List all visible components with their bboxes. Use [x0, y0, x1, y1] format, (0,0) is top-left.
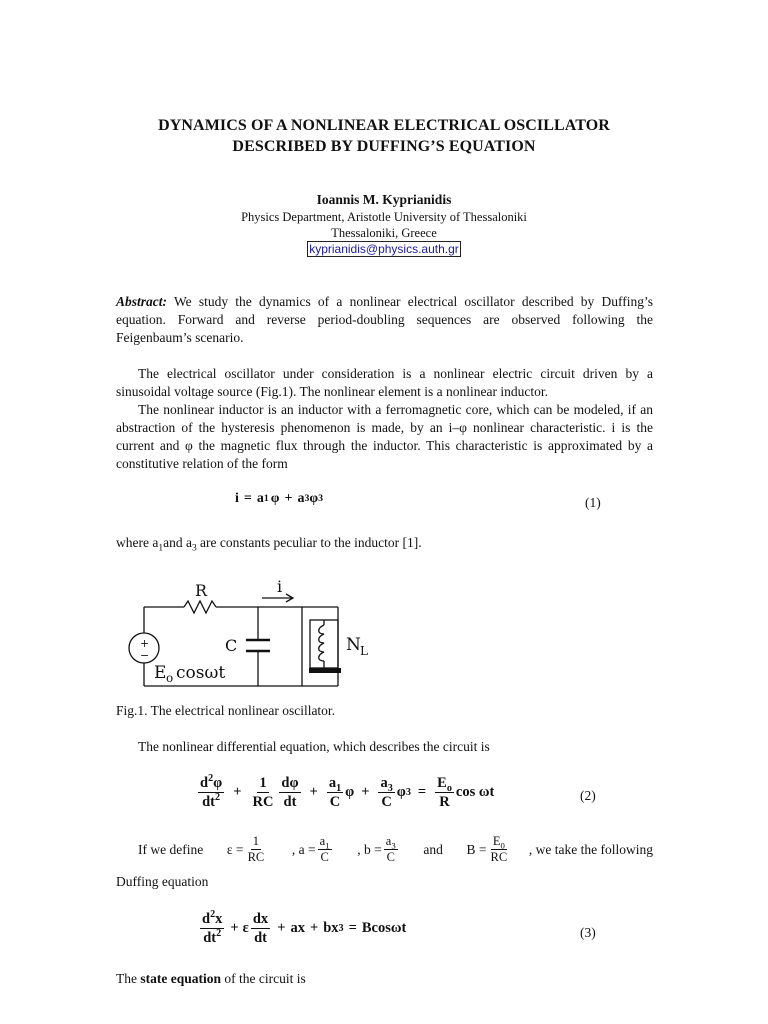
author-location: Thessaloniki, Greece: [331, 226, 437, 240]
equation-3: $\frac{d^2x}{dt^2}$ + ε $\frac{dx}{dt}$ + ax + bx 3 = Bcosωt: [202, 909, 407, 946]
circuit-diagram: [112, 572, 382, 697]
capacitor-label: C: [225, 636, 238, 655]
source-minus: −: [140, 649, 150, 662]
paper-title: [0, 115, 768, 157]
equation-2: $\frac{d^2\varphi}{dt^2}$ + $\frac{1}{RC}$ $\frac{d\varphi}{dt}$ + $\frac{a_1}{C}$ φ + $\frac{a_3}{C}$ φ 3 = $\frac{E_o}{R}$ cos ωt: [200, 773, 495, 810]
title-line-1: DYNAMICS OF A NONLINEAR ELECTRICAL OSCILLATOR: [158, 117, 610, 134]
eq2-term-second-derivative: $\frac{d^2\varphi}{dt^2}$: [200, 773, 223, 810]
equation-1: i = a 1 φ + a 3 φ 3: [235, 491, 324, 506]
abstract: [116, 293, 653, 347]
paragraph-state-equation: The state equation of the circuit is: [116, 971, 306, 986]
paragraph-1: The electrical oscillator under consideration is a nonlinear electric circuit driven by a sinusoidal voltage source (Fig.1). The nonlinear element is a nonlinear inductor.: [116, 366, 653, 399]
paragraph-3: where $a_1and$ $a_3$ are constants peculiar to the inductor [1].: [116, 535, 422, 554]
current-label: i: [277, 577, 283, 596]
author-department: Physics Department, Aristotle University of Thessaloniki: [241, 210, 527, 224]
definitions-line: If we define ε = $\frac{1}{RC}$ , a = $\frac{a_1}{C}$ , b = $\frac{a_3}{C}$ and B = $\frac{E_0}{RC}$ , we take the following: [138, 834, 653, 864]
inductor-core-bar: [309, 668, 341, 673]
abstract-label: Abstract:: [116, 294, 168, 309]
inductor-label-sub: L: [360, 644, 368, 658]
inductor-coil-icon: [319, 625, 324, 661]
resistor: [184, 601, 216, 613]
source-label-sub: o: [166, 671, 174, 685]
paragraph-2: The nonlinear inductor is an inductor with a ferromagnetic core, which can be modeled, if an abstraction of the hysteresis phenomenon is made, by an i–φ nonlinear characteristic. i is the current and φ the magnetic flux through the inductor. This characteristic is approximated by a constitutive relation of the form: [116, 402, 653, 471]
figure-caption: Fig.1. The electrical nonlinear oscillator.: [116, 703, 336, 718]
resistor-label: R: [195, 581, 208, 600]
title-line-2: DESCRIBED BY DUFFING’S EQUATION: [232, 138, 536, 155]
inductor-label: N: [346, 635, 361, 655]
equation-3-number: (3): [580, 925, 596, 940]
author-email-row: [0, 241, 768, 257]
source-label: E: [154, 663, 167, 683]
definitions-line-2: Duffing equation: [116, 874, 209, 889]
author-email-link[interactable]: kyprianidis@physics.auth.gr: [309, 242, 459, 256]
equation-1-number: (1): [585, 495, 601, 510]
abstract-text: We study the dynamics of a nonlinear electrical oscillator described by Duffing’s equation. Forward and reverse period-doubling sequences are observed following the Feigenbaum’s scenario.: [116, 294, 653, 345]
equation-2-number: (2): [580, 788, 596, 803]
source-label-cos: cosωt: [176, 663, 226, 683]
author-name: Ioannis M. Kyprianidis: [316, 192, 452, 207]
paragraph-4: The nonlinear differential equation, which describes the circuit is: [138, 739, 490, 754]
source-plus: +: [140, 637, 150, 650]
